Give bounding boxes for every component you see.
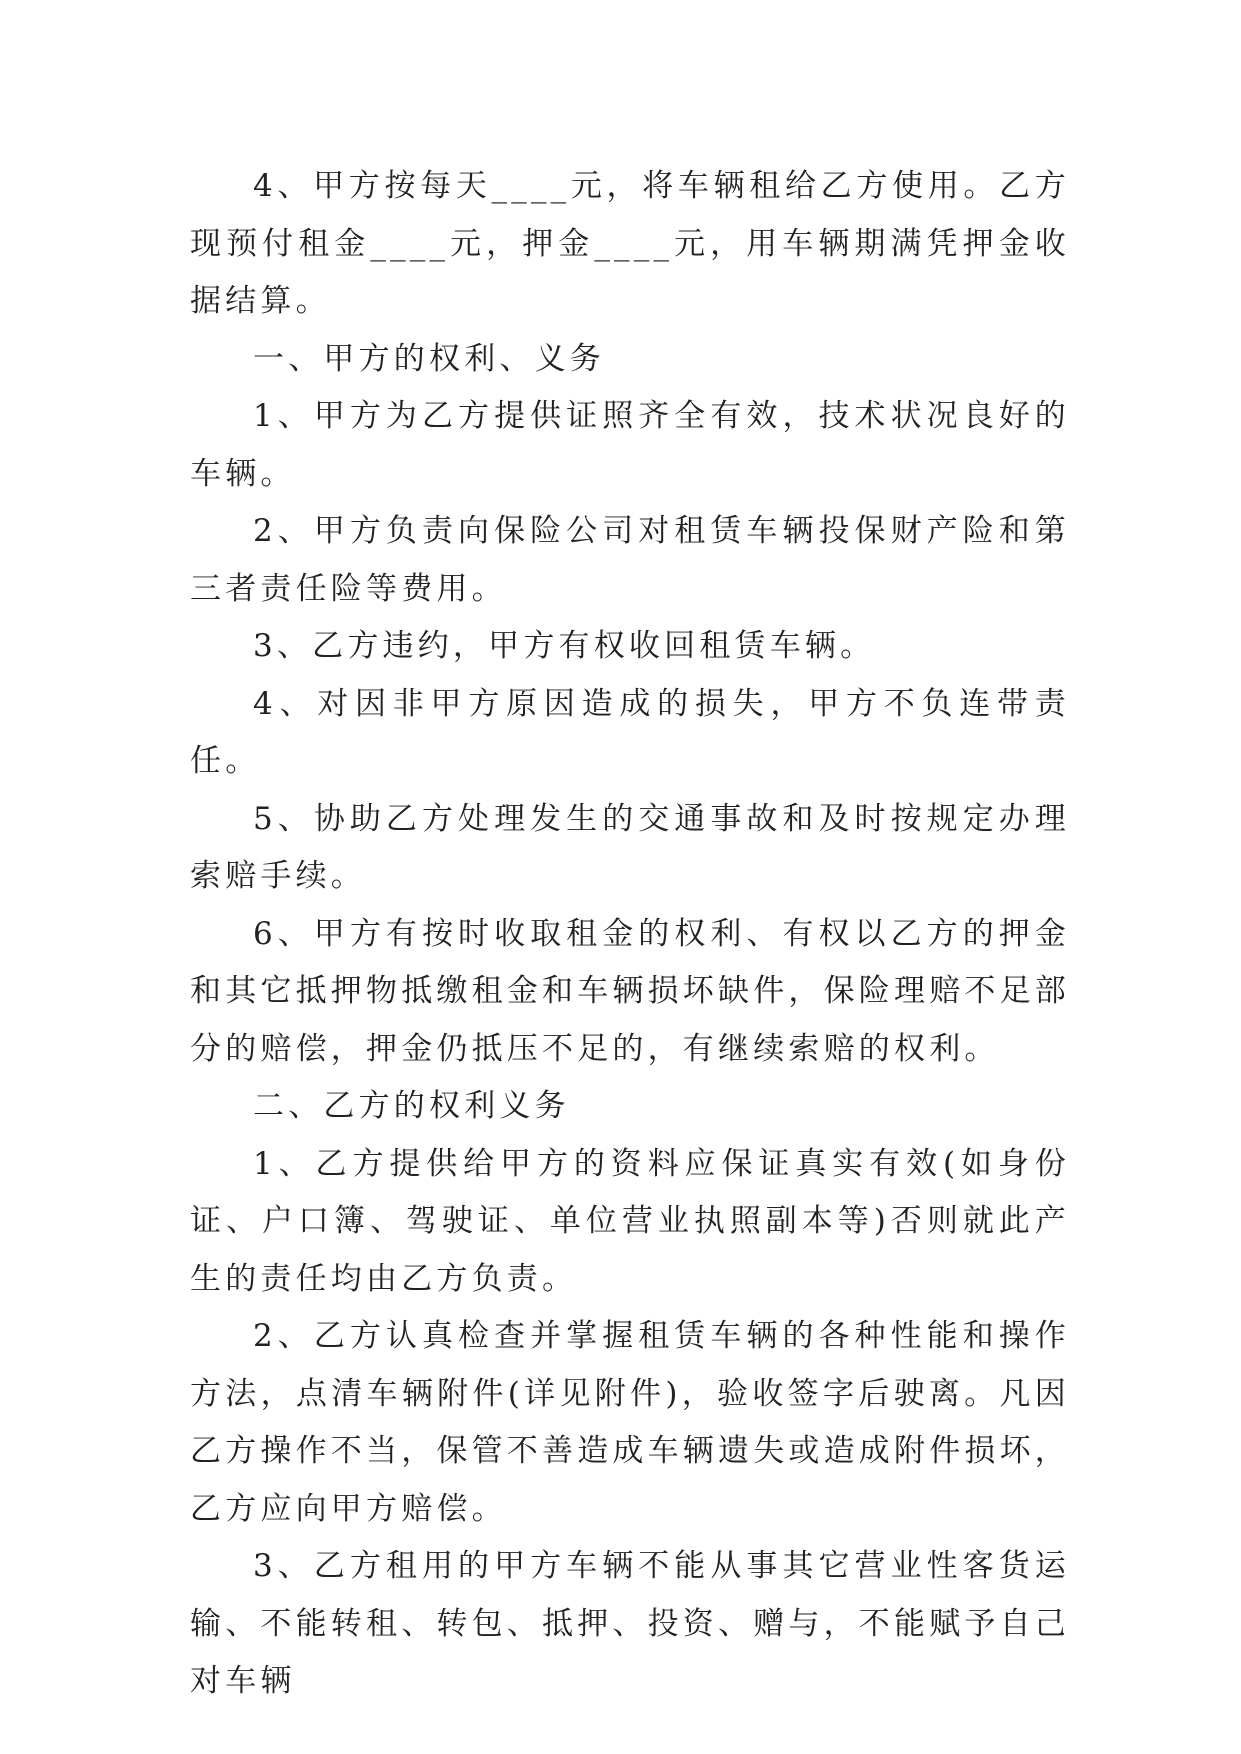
document-body	[190, 158, 1070, 1711]
party-a-item-3: 3、乙方违约，甲方有权收回租赁车辆。	[253, 628, 876, 664]
party-a-item-1: 1、甲方为乙方提供证照齐全有效，技术状况良好的车辆。	[190, 398, 1070, 492]
party-a-item-4: 4、对因非甲方原因造成的损失，甲方不负连带责任。	[190, 685, 1070, 779]
party-b-item-2: 2、乙方认真检查并掌握租赁车辆的各种性能和操作方法，点清车辆附件(详见附件)，验收签字后驶离。凡因乙方操作不当，保管不善造成车辆遗失或造成附件损坏，乙方应向甲方赔偿。	[190, 1318, 1070, 1527]
party-a-item-2: 2、甲方负责向保险公司对租赁车辆投保财产险和第三者责任险等费用。	[190, 513, 1070, 607]
section-heading-party-a: 一、甲方的权利、义务	[253, 340, 605, 377]
section-heading-party-b: 二、乙方的权利义务	[253, 1088, 570, 1124]
party-b-item-1: 1、乙方提供给甲方的资料应保证真实有效(如身份证、户口簿、驾驶证、单位营业执照副本等)否则就此产生的责任均由乙方负责。	[190, 1145, 1070, 1297]
clause-4-rent: 4、甲方按每天____元，将车辆租给乙方使用。乙方现预付租金____元，押金____元，用车辆期满凭押金收据结算。	[190, 168, 1070, 319]
party-a-item-6: 6、甲方有按时收取租金的权利、有权以乙方的押金和其它抵押物抵缴租金和车辆损坏缺件，保险理赔不足部分的赔偿，押金仍抵压不足的，有继续索赔的权利。	[190, 915, 1070, 1067]
party-a-item-5: 5、协助乙方处理发生的交通事故和及时按规定办理索赔手续。	[190, 800, 1070, 894]
party-b-item-3: 3、乙方租用的甲方车辆不能从事其它营业性客货运输、不能转租、转包、抵押、投资、赠与，不能赋予自己对车辆	[190, 1548, 1070, 1699]
